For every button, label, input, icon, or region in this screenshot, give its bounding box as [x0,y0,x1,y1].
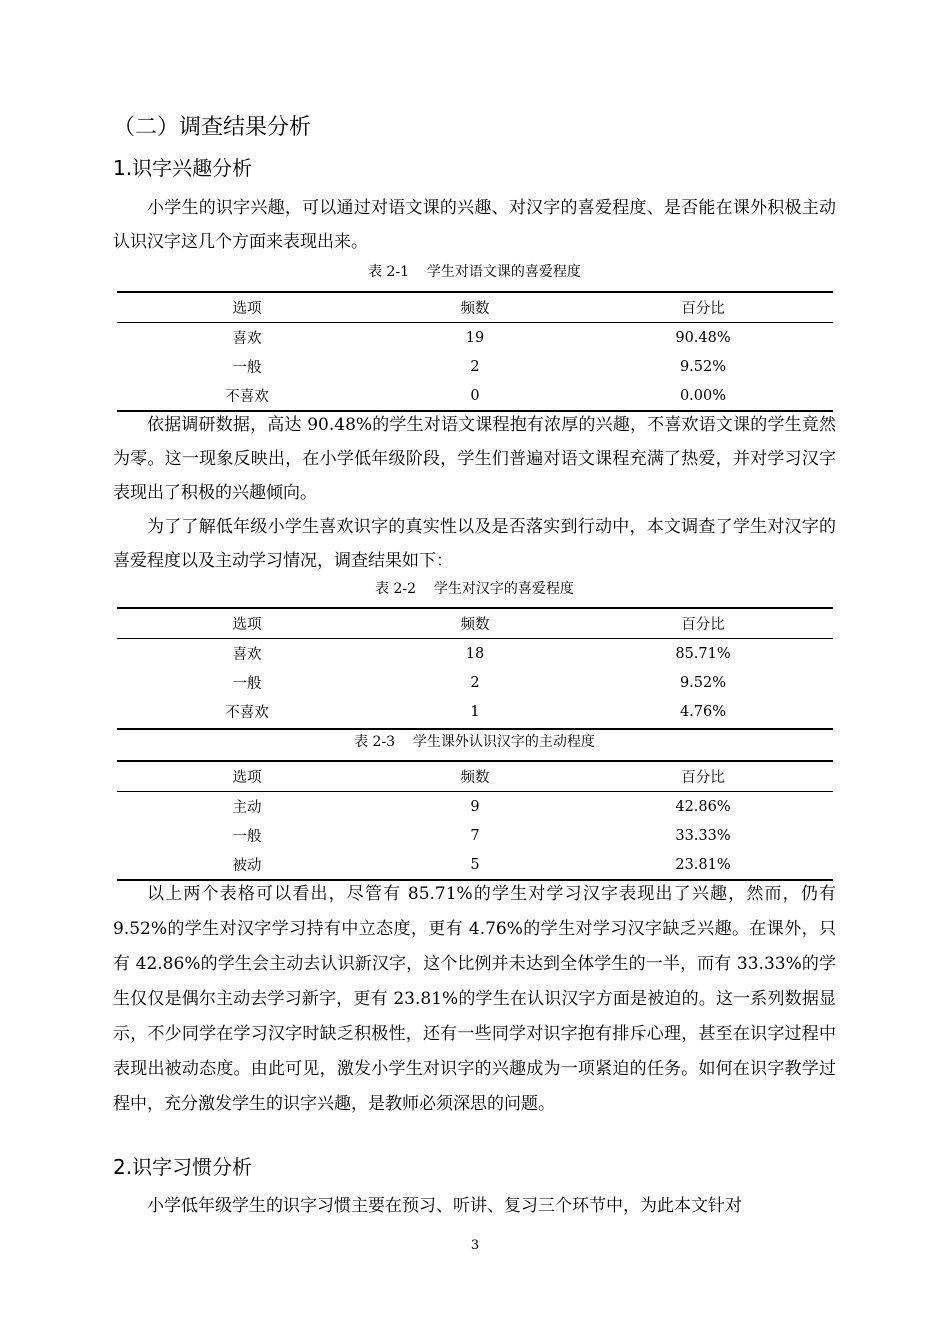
cell-frequency: 18 [465,645,485,662]
table-row [117,639,833,669]
cell-option: 喜欢 [232,647,262,663]
cell-frequency: 1 [470,703,480,720]
paragraph-analysis-1: 依据调研数据，高达 90.48%的学生对语文课程抱有浓厚的兴趣，不喜欢语文课的学生竟然为零。这一现象反映出，在小学低年级阶段，学生们普遍对语文课程充满了热爱，并对学习汉字表现出了积极的兴趣倾向。 [113,415,836,503]
table-row [117,323,833,353]
cell-percentage: 4.76% [679,703,727,720]
table-header-row [117,761,833,792]
page-number: 3 [470,1238,480,1253]
cell-percentage: 42.86% [675,798,731,815]
table-header-row [117,608,833,639]
table-caption-2-2: 表 2-2 学生对汉字的喜爱程度 [375,581,574,597]
header-frequency: 频数 [377,761,573,792]
table-row [117,850,833,880]
cell-option: 喜欢 [232,331,262,347]
table-row [117,697,833,726]
paragraph-analysis-3: 以上两个表格可以看出，尽管有 85.71%的学生对学习汉字表现出了兴趣，然而，仍有 9.52%的学生对汉字学习持有中立态度，更有 4.76%的学生对学习汉字缺乏兴趣。在课外，只有 42.86%的学生会主动去认识新汉字，这个比例并未达到全体学生的一半，而有 33.33%的学生仅仅是偶尔主动去学习新字，更有 23.81%的学生在认识汉字方面是被迫的。这一系列数据显示，不少同学在学习汉字时缺乏积极性，还有一些同学对识字抱有排斥心理，甚至在识字过程中表现出被动态度。由此可见，激发小学生对识字的兴趣成为一项紧迫的任务。如何在识字教学过程中，充分激发学生的识字兴趣，是教师必须深思的问题。 [113,884,836,1114]
paragraph-intro: 小学生的识字兴趣，可以通过对语文课的兴趣、对汉字的喜爱程度、是否能在课外积极主动认识汉字这几个方面来表现出来。 [113,198,836,252]
subsection-title-habit: 2.识字习惯分析 [113,1155,253,1179]
table-row [117,381,833,411]
cell-option: 不喜欢 [117,381,377,411]
cell-option: 一般 [232,676,262,692]
cell-frequency: 19 [465,329,485,346]
header-option: 选项 [117,761,377,792]
cell-frequency: 2 [470,674,480,691]
header-frequency: 频数 [377,292,573,323]
table-header-row [117,292,833,323]
cell-option: 主动 [232,800,262,816]
cell-percentage: 9.52% [679,674,727,691]
subsection-title-interest: 1.识字兴趣分析 [113,156,253,180]
cell-frequency: 7 [470,827,480,844]
cell-option: 被动 [117,850,377,880]
cell-percentage: 0.00% [573,381,833,411]
cell-option: 一般 [232,360,262,376]
cell-frequency: 0 [377,381,573,411]
header-option: 选项 [117,608,377,639]
cell-percentage: 85.71% [675,645,731,662]
table-bottom-rule [117,728,833,730]
cell-option: 一般 [232,829,262,845]
header-percentage: 百分比 [573,292,833,323]
cell-frequency: 2 [470,358,480,375]
cell-percentage: 23.81% [573,850,833,880]
cell-option: 不喜欢 [225,705,269,721]
cell-frequency: 9 [470,798,480,815]
section-title: （二）调查结果分析 [113,115,312,140]
table-caption-2-3: 表 2-3 学生课外认识汉字的主动程度 [354,734,595,750]
table-chinese-character-liking [117,607,833,726]
header-percentage: 百分比 [573,608,833,639]
cell-percentage: 33.33% [675,827,731,844]
paragraph-analysis-2: 为了了解低年级小学生喜欢识字的真实性以及是否落实到行动中，本文调查了学生对汉字的喜爱程度以及主动学习情况，调查结果如下： [113,517,836,571]
table-row [117,668,833,697]
table-chinese-class-liking [117,291,833,412]
table-caption-2-1: 表 2-1 学生对语文课的喜爱程度 [368,264,581,280]
cell-percentage: 9.52% [679,358,727,375]
table-extracurricular-initiative [117,760,833,881]
table-row [117,821,833,850]
paragraph-habit-intro: 小学低年级学生的识字习惯主要在预习、听讲、复习三个环节中，为此本文针对 [147,1196,742,1216]
cell-percentage: 90.48% [675,329,731,346]
header-frequency: 频数 [377,608,573,639]
table-row [117,792,833,822]
table-row [117,352,833,381]
header-percentage: 百分比 [573,761,833,792]
cell-frequency: 5 [377,850,573,880]
header-option: 选项 [117,292,377,323]
